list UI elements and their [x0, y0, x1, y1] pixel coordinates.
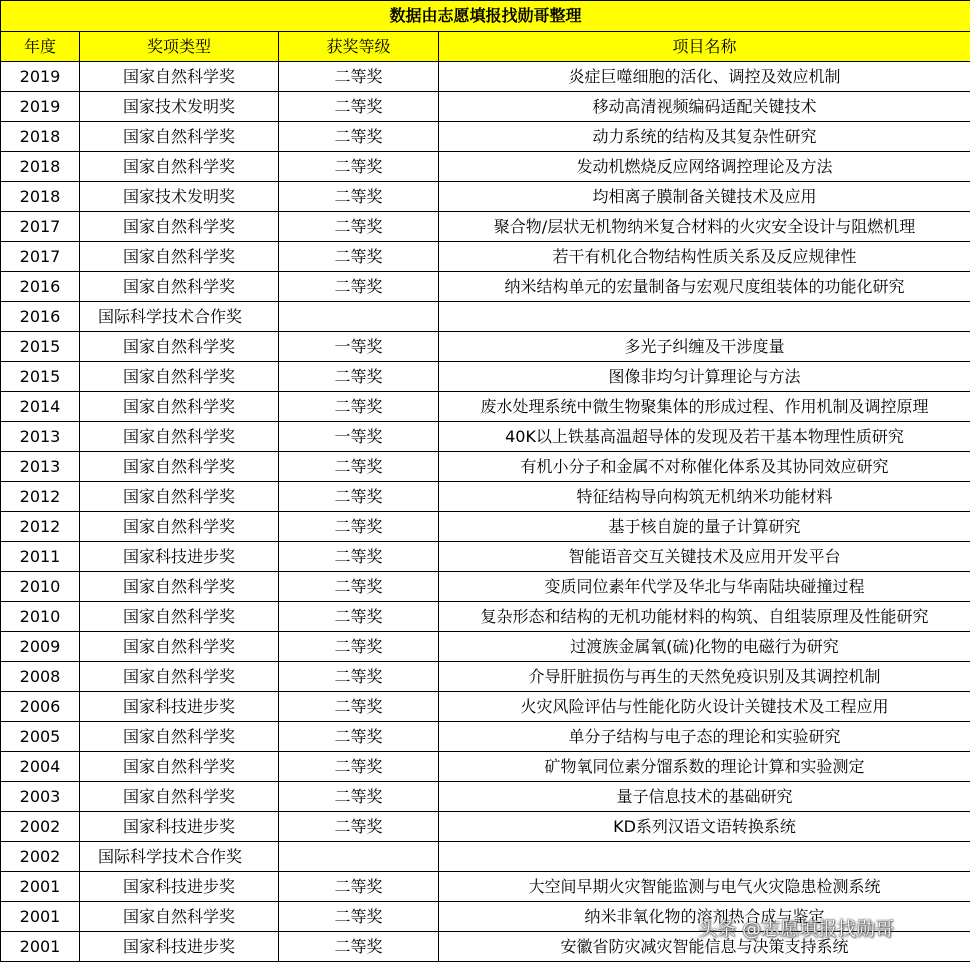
year-cell: 2005	[1, 722, 80, 752]
award-type-cell: 国家自然科学奖	[80, 62, 279, 92]
table-row	[1, 692, 970, 722]
project-name-cell: 大空间早期火灾智能监测与电气火灾隐患检测系统	[439, 872, 970, 902]
table-row	[1, 422, 970, 452]
project-name-cell: 特征结构导向构筑无机纳米功能材料	[439, 482, 970, 512]
award-level-cell: 二等奖	[279, 152, 439, 182]
award-level-cell: 二等奖	[279, 902, 439, 932]
award-level-cell: 二等奖	[279, 782, 439, 812]
table-row	[1, 512, 970, 542]
table-row	[1, 782, 970, 812]
award-type-cell: 国家技术发明奖	[80, 92, 279, 122]
award-type-cell: 国家自然科学奖	[80, 722, 279, 752]
award-type-cell: 国家自然科学奖	[80, 782, 279, 812]
title-row	[1, 1, 970, 32]
award-level-cell: 二等奖	[279, 122, 439, 152]
award-level-cell: 二等奖	[279, 722, 439, 752]
year-cell: 2009	[1, 632, 80, 662]
award-level-cell: 二等奖	[279, 752, 439, 782]
year-cell: 2004	[1, 752, 80, 782]
year-cell: 2001	[1, 932, 80, 962]
year-cell: 2012	[1, 482, 80, 512]
project-name-cell: 均相离子膜制备关键技术及应用	[439, 182, 970, 212]
award-level-cell: 二等奖	[279, 482, 439, 512]
award-type-cell: 国家自然科学奖	[80, 482, 279, 512]
award-type-cell: 国际科学技术合作奖	[80, 842, 279, 872]
award-level-cell: 二等奖	[279, 452, 439, 482]
award-type-cell: 国家自然科学奖	[80, 752, 279, 782]
award-level-cell: 二等奖	[279, 602, 439, 632]
project-name-cell: 40K以上铁基高温超导体的发现及若干基本物理性质研究	[439, 422, 970, 452]
sheet-title: 数据由志愿填报找勋哥整理	[1, 1, 970, 32]
award-type-cell: 国际科学技术合作奖	[80, 302, 279, 332]
project-name-cell: 智能语音交互关键技术及应用开发平台	[439, 542, 970, 572]
award-type-cell: 国家自然科学奖	[80, 332, 279, 362]
table-row	[1, 362, 970, 392]
project-name-cell: 纳米结构单元的宏量制备与宏观尺度组装体的功能化研究	[439, 272, 970, 302]
year-cell: 2018	[1, 152, 80, 182]
table-row	[1, 542, 970, 572]
table-row	[1, 752, 970, 782]
header-award-level: 获奖等级	[279, 32, 439, 62]
table-row	[1, 482, 970, 512]
award-level-cell: 二等奖	[279, 932, 439, 962]
award-level-cell: 二等奖	[279, 242, 439, 272]
table-row	[1, 212, 970, 242]
award-level-cell: 二等奖	[279, 392, 439, 422]
award-level-cell: 二等奖	[279, 812, 439, 842]
project-name-cell: 发动机燃烧反应网络调控理论及方法	[439, 152, 970, 182]
table-row	[1, 392, 970, 422]
year-cell: 2019	[1, 62, 80, 92]
award-level-cell: 二等奖	[279, 212, 439, 242]
award-type-cell: 国家自然科学奖	[80, 122, 279, 152]
award-type-cell: 国家自然科学奖	[80, 392, 279, 422]
project-name-cell: 废水处理系统中微生物聚集体的形成过程、作用机制及调控原理	[439, 392, 970, 422]
award-type-cell: 国家自然科学奖	[80, 602, 279, 632]
award-level-cell: 二等奖	[279, 692, 439, 722]
project-name-cell	[439, 842, 970, 872]
award-type-cell: 国家自然科学奖	[80, 362, 279, 392]
project-name-cell: 多光子纠缠及干涉度量	[439, 332, 970, 362]
project-name-cell: 炎症巨噬细胞的活化、调控及效应机制	[439, 62, 970, 92]
year-cell: 2003	[1, 782, 80, 812]
award-type-cell: 国家科技进步奖	[80, 542, 279, 572]
year-cell: 2015	[1, 362, 80, 392]
award-level-cell: 一等奖	[279, 332, 439, 362]
year-cell: 2013	[1, 422, 80, 452]
award-level-cell	[279, 302, 439, 332]
award-level-cell: 二等奖	[279, 662, 439, 692]
year-cell: 2011	[1, 542, 80, 572]
project-name-cell: 单分子结构与电子态的理论和实验研究	[439, 722, 970, 752]
award-type-cell: 国家自然科学奖	[80, 512, 279, 542]
award-level-cell: 二等奖	[279, 182, 439, 212]
project-name-cell: 矿物氧同位素分馏系数的理论计算和实验测定	[439, 752, 970, 782]
award-level-cell: 一等奖	[279, 422, 439, 452]
header-award-type: 奖项类型	[80, 32, 279, 62]
table-row	[1, 722, 970, 752]
project-name-cell: 纳米非氧化物的溶剂热合成与鉴定	[439, 902, 970, 932]
award-level-cell: 二等奖	[279, 62, 439, 92]
award-type-cell: 国家技术发明奖	[80, 182, 279, 212]
project-name-cell: 移动高清视频编码适配关键技术	[439, 92, 970, 122]
award-type-cell: 国家科技进步奖	[80, 812, 279, 842]
table-row	[1, 272, 970, 302]
year-cell: 2019	[1, 92, 80, 122]
year-cell: 2016	[1, 272, 80, 302]
header-year: 年度	[1, 32, 80, 62]
project-name-cell: 动力系统的结构及其复杂性研究	[439, 122, 970, 152]
table-row	[1, 602, 970, 632]
table-row	[1, 572, 970, 602]
year-cell: 2016	[1, 302, 80, 332]
project-name-cell: KD系列汉语文语转换系统	[439, 812, 970, 842]
year-cell: 2012	[1, 512, 80, 542]
award-type-cell: 国家自然科学奖	[80, 452, 279, 482]
table-row	[1, 632, 970, 662]
project-name-cell: 火灾风险评估与性能化防火设计关键技术及工程应用	[439, 692, 970, 722]
award-level-cell: 二等奖	[279, 872, 439, 902]
project-name-cell: 若干有机化合物结构性质关系及反应规律性	[439, 242, 970, 272]
header-project-name: 项目名称	[439, 32, 970, 62]
watermark: 头条 @志愿填报找勋哥	[698, 914, 894, 941]
table-row	[1, 452, 970, 482]
project-name-cell	[439, 302, 970, 332]
project-name-cell: 过渡族金属氧(硫)化物的电磁行为研究	[439, 632, 970, 662]
project-name-cell: 变质同位素年代学及华北与华南陆块碰撞过程	[439, 572, 970, 602]
table-row	[1, 332, 970, 362]
project-name-cell: 复杂形态和结构的无机功能材料的构筑、自组装原理及性能研究	[439, 602, 970, 632]
year-cell: 2010	[1, 572, 80, 602]
award-level-cell: 二等奖	[279, 632, 439, 662]
award-type-cell: 国家自然科学奖	[80, 242, 279, 272]
project-name-cell: 聚合物/层状无机物纳米复合材料的火灾安全设计与阻燃机理	[439, 212, 970, 242]
year-cell: 2018	[1, 182, 80, 212]
table-row	[1, 122, 970, 152]
table-row	[1, 842, 970, 872]
table-row	[1, 62, 970, 92]
award-type-cell: 国家科技进步奖	[80, 932, 279, 962]
year-cell: 2002	[1, 842, 80, 872]
award-level-cell	[279, 842, 439, 872]
award-type-cell: 国家自然科学奖	[80, 902, 279, 932]
award-type-cell: 国家自然科学奖	[80, 662, 279, 692]
project-name-cell: 安徽省防灾减灾智能信息与决策支持系统	[439, 932, 970, 962]
project-name-cell: 图像非均匀计算理论与方法	[439, 362, 970, 392]
award-level-cell: 二等奖	[279, 512, 439, 542]
year-cell: 2002	[1, 812, 80, 842]
year-cell: 2017	[1, 212, 80, 242]
table-row	[1, 152, 970, 182]
year-cell: 2001	[1, 872, 80, 902]
year-cell: 2008	[1, 662, 80, 692]
year-cell: 2001	[1, 902, 80, 932]
year-cell: 2015	[1, 332, 80, 362]
table-row	[1, 872, 970, 902]
year-cell: 2018	[1, 122, 80, 152]
award-level-cell: 二等奖	[279, 272, 439, 302]
table-row	[1, 182, 970, 212]
award-type-cell: 国家自然科学奖	[80, 572, 279, 602]
year-cell: 2014	[1, 392, 80, 422]
award-level-cell: 二等奖	[279, 362, 439, 392]
table-row	[1, 812, 970, 842]
year-cell: 2013	[1, 452, 80, 482]
award-type-cell: 国家自然科学奖	[80, 272, 279, 302]
award-level-cell: 二等奖	[279, 92, 439, 122]
project-name-cell: 有机小分子和金属不对称催化体系及其协同效应研究	[439, 452, 970, 482]
award-type-cell: 国家自然科学奖	[80, 422, 279, 452]
header-row	[1, 32, 970, 62]
award-level-cell: 二等奖	[279, 542, 439, 572]
project-name-cell: 介导肝脏损伤与再生的天然免疫识别及其调控机制	[439, 662, 970, 692]
award-level-cell: 二等奖	[279, 572, 439, 602]
project-name-cell: 量子信息技术的基础研究	[439, 782, 970, 812]
award-type-cell: 国家自然科学奖	[80, 152, 279, 182]
award-type-cell: 国家自然科学奖	[80, 212, 279, 242]
award-type-cell: 国家科技进步奖	[80, 692, 279, 722]
table-row	[1, 302, 970, 332]
award-type-cell: 国家科技进步奖	[80, 872, 279, 902]
table-row	[1, 662, 970, 692]
table-row	[1, 242, 970, 272]
year-cell: 2017	[1, 242, 80, 272]
table-row	[1, 92, 970, 122]
year-cell: 2006	[1, 692, 80, 722]
award-type-cell: 国家自然科学奖	[80, 632, 279, 662]
year-cell: 2010	[1, 602, 80, 632]
project-name-cell: 基于核自旋的量子计算研究	[439, 512, 970, 542]
